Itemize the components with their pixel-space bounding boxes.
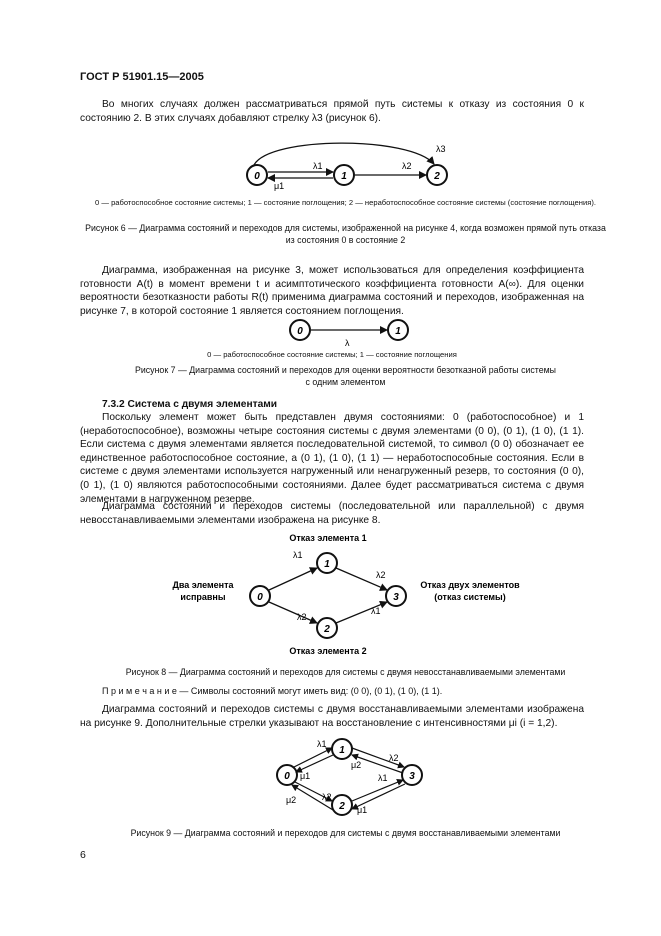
page-number: 6 (80, 849, 86, 861)
state-3-label: 3 (393, 592, 399, 603)
lambda1-label-b: λ1 (371, 606, 381, 616)
figure-7-legend: 0 — работоспособное состояние системы; 1 — состояние поглощения (207, 350, 457, 359)
lambda2-label-b: λ2 (297, 612, 307, 622)
lambda-label: λ (345, 338, 350, 348)
paragraph-3: Поскольку элемент может быть представлен двумя состояниями: 0 (работоспособное) и 1 (неработоспособное), возможны четыре состояния системы с двумя элементами (0 0), (0 1), (1 0), (1 1). Если система с двумя элементами является последовательной системой, то символ (0 0) обозначает ее единственное работоспособное состояние, а (0 1), (1 0), (1 1) — неработоспособные состояния. Если в системе с двумя элементами используется нагруженный или ненагруженный резерв, то состояния (0 0), (0 1), (1 0) являются работоспособными состояниями. Далее будет рассматриваться система с двумя элементами в нагруженном резерве. (80, 412, 584, 505)
document-header: ГОСТ Р 51901.15—2005 (80, 71, 204, 83)
state-3-label: 3 (409, 771, 415, 782)
state-0-label: 0 (284, 771, 290, 782)
figure-6-legend: 0 — работоспособное состояние системы; 1 — состояние поглощения; 2 — неработоспособное состояние системы (состояние поглощения). (95, 198, 596, 207)
lambda2-label-b: λ2 (322, 792, 332, 802)
paragraph-2: Диаграмма, изображенная на рисунке 3, может использоваться для определения коэффициента готовности A(t) в момент времени t и асимптотического коэффициента готовности A(∞). Для оценки вероятности безотказности работы R(t) применима диаграмма состояний и переходов, изображенная на рисунке 7, в которой состояние 1 является состоянием поглощения. (80, 265, 584, 317)
figure-6-caption: Рисунок 6 — Диаграмма состояний и переходов для системы, изображенной на рисунке 4, когда возможен прямой путь отказа из состояния 0 в состояние 2 (85, 223, 606, 245)
state-1-label: 1 (395, 326, 401, 337)
mu1-label-a: μ1 (300, 771, 311, 781)
figure-6-diagram (230, 140, 460, 196)
arrow-0-2 (269, 602, 317, 623)
mu2-label-b: μ2 (286, 795, 297, 805)
arrow-0-1 (269, 568, 317, 590)
right-label-2: (отказ системы) (434, 592, 506, 602)
figure-7-caption-line-1: Рисунок 7 — Диаграмма состояний и переходов для оценки вероятности безотказной работы системы (135, 365, 556, 375)
figure-8-diagram (160, 528, 540, 658)
lambda2-label-a: λ2 (389, 753, 399, 763)
state-2-label: 2 (434, 171, 440, 182)
figure-7-caption-line-2: с одним элементом (305, 377, 386, 387)
note: П р и м е ч а н и е — Символы состояний могут иметь вид: (0 0), (0 1), (1 0), (1 1). (102, 686, 443, 696)
bottom-label: Отказ элемента 2 (289, 646, 367, 656)
mu2-label-a: μ2 (351, 760, 362, 770)
figure-8-caption: Рисунок 8 — Диаграмма состояний и переходов для системы с двумя невосстанавливаемыми элементами (125, 667, 566, 677)
left-label-1: Два элемента (172, 580, 234, 590)
state-0-label: 0 (257, 592, 263, 603)
figure-9-diagram (268, 735, 428, 820)
lambda3-label: λ3 (436, 144, 446, 154)
state-2-label: 2 (324, 624, 330, 635)
state-2-label: 2 (339, 801, 345, 812)
paragraph-1: Во многих случаях должен рассматриваться прямой путь системы к отказу из состояния 0 к состоянию 2. В этих случаях добавляют стрелку λ3 (рисунок 6). (80, 99, 584, 124)
left-label-2: исправны (180, 592, 226, 602)
arrow-2-3 (352, 780, 403, 801)
figure-7-diagram (286, 316, 416, 350)
section-heading: 7.3.2 Система с двумя элементами (102, 399, 278, 410)
state-0-label: 0 (297, 326, 303, 337)
lambda1-label-a: λ1 (317, 739, 327, 749)
state-1-label: 1 (339, 745, 345, 756)
lambda1-label-b: λ1 (378, 773, 388, 783)
lambda2-label: λ2 (402, 161, 412, 171)
paragraph-4: Диаграмма состояний и переходов системы (последовательной или параллельной) с двумя невосстанавливаемыми элементами изображена на рисунке 8. (80, 501, 584, 526)
lambda2-label-a: λ2 (376, 570, 386, 580)
state-0-label: 0 (254, 171, 260, 182)
figure-9-caption: Рисунок 9 — Диаграмма состояний и переходов для системы с двумя восстанавливаемыми элементами (130, 828, 561, 838)
mu1-label-b: μ1 (357, 805, 368, 815)
mu1-label: μ1 (274, 181, 285, 191)
right-label-1: Отказ двух элементов (420, 580, 520, 590)
lambda1-label: λ1 (313, 161, 323, 171)
top-label: Отказ элемента 1 (289, 533, 367, 543)
state-1-label: 1 (324, 559, 330, 570)
state-1-label: 1 (341, 171, 347, 182)
paragraph-5: Диаграмма состояний и переходов системы с двумя восстанавливаемыми элементами изображена на рисунке 9. Дополнительные стрелки указывают на восстановление с интенсивностями μi (i = 1,2). (80, 704, 584, 729)
lambda1-label-a: λ1 (293, 550, 303, 560)
